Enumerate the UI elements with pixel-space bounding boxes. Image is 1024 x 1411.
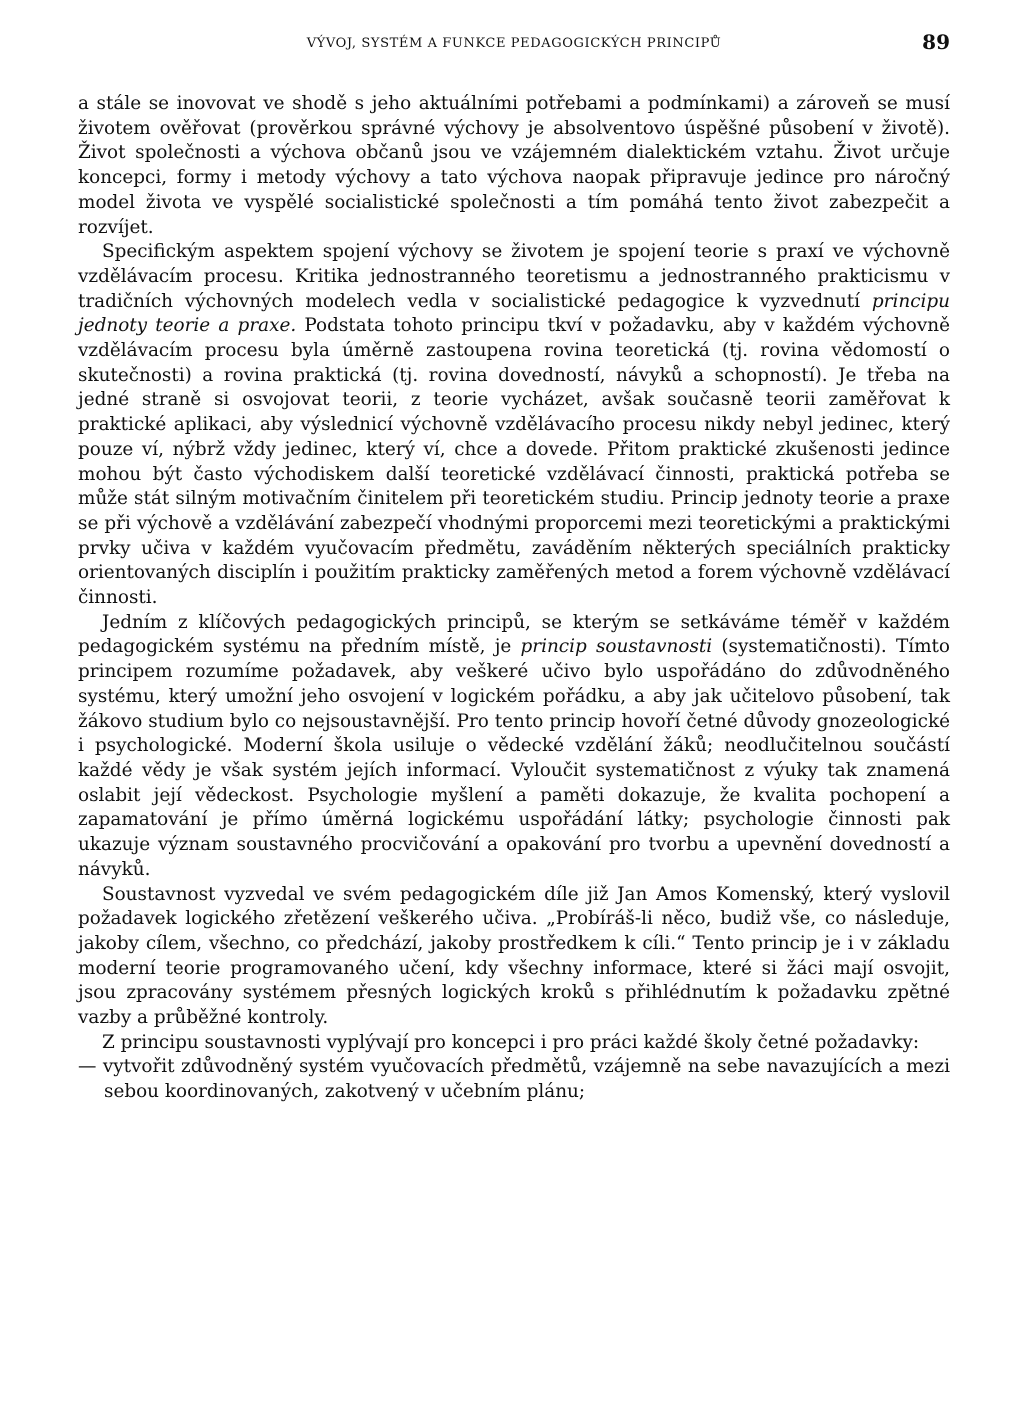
paragraph-2 [78,240,950,611]
paragraph-2-text-b: Podstata tohoto principu tkví v požadavku, aby v každém výchovně vzdělávacím procesu byla úměrně zastoupena rovina teoretická (tj. rovina vědomostí o skutečnosti) a rovina praktická (tj. rovina dovedností, návyků a schopností). Je třeba na jedné straně si osvojovat teorii, z teorie vycházet, avšak současně teorii zaměřovat k praktické aplikaci, aby výslednicí výchovně vzdělávacího procesu nikdy nebyl jedinec, který pouze ví, nýbrž vždy jedinec, který ví, chce a dovede. Přitom praktické zkušenosti jedince mohou být často východiskem další teoretické vzdělávací činnosti, praktická potřeba se může stát silným motivačním činitelem při teoretickém studiu. Princip jednoty teorie a praxe se při výchově a vzdělávání zabezpečí vhodnými proporcemi mezi teoretickými a praktickými prvky učiva v každém vyučovacím předmětu, zaváděním některých speciálních prakticky orientovaných disciplín i použitím prakticky zaměřených metod a forem výchovně vzdělávací činnosti. [78,315,951,609]
paragraph-2-emphasis: principu jednoty teorie a praxe. [78,290,950,337]
page-header [78,28,950,62]
paragraph-5-text: Z principu soustavnosti vyplývají pro koncepci i pro práci každé školy četné požadavky: [102,1031,920,1053]
book-page [78,28,950,1105]
running-title: VÝVOJ, SYSTÉM A FUNKCE PEDAGOGICKÝCH PRINCIPŮ [306,36,722,51]
paragraph-1 [78,92,950,240]
paragraph-3-text-a: Jedním z klíčových pedagogických principů, se kterým se setkáváme téměř v každém pedagogickém systému na předním místě, je [78,611,950,658]
paragraph-2-text-a: Specifickým aspektem spojení výchovy se životem je spojení teorie s praxí ve výchovně vzdělávacím procesu. Kritika jednostranného teoretismu a jednostranného prakticismu v tradičních výchovných modelech vedla v socialistické pedagogice k vyzvednutí [78,241,950,312]
list-item-text: — vytvořit zdůvodněný systém vyučovacích předmětů, vzájemně na sebe navazujících a mezi sebou koordinovaných, zakotvený v učebním plánu; [78,1056,950,1103]
paragraph-3-text-b: (systematičnosti). Tímto principem rozumíme požadavek, aby veškeré učivo bylo uspořádáno do zdůvodněného systému, který umožní jeho osvojení v logickém pořádku, a aby jak učitelovo působení, tak žákovo studium bylo co nejsoustavnější. Pro tento princip hovoří četné důvody gnozeologické i psychologické. Moderní škola usiluje o vědecké vzdělání žáků; neodlučitelnou součástí každé vědy je však systém jejích informací. Vyloučit systematičnost z výuky tak znamená oslabit její vědeckost. Psychologie myšlení a paměti dokazuje, že kvalita pochopení a zapamatování je přímo úměrná logickému uspořádání látky; psychologie činnosti pak ukazuje význam soustavného procvičování a opakování pro tvorbu a upevnění dovedností a návyků. [78,636,950,880]
paragraph-1-text: a stále se inovovat ve shodě s jeho aktuálními potřebami a podmínkami) a zároveň se musí životem ověřovat (prověrkou správné výchovy je absolventovo úspěšné působení v životě). Život společnosti a výchova občanů jsou ve vzájemném dialektickém vztahu. Život určuje koncepci, formy i metody výchovy a tato výchova naopak připravuje jedince pro náročný model života ve vyspělé socialistické společnosti a tím pomáhá tento život zabezpečit a rozvíjet. [78,93,950,238]
paragraph-4-text: Soustavnost vyzvedal ve svém pedagogickém díle již Jan Amos Komenský, který vyslovil požadavek logického zřetězení veškerého učiva. „Probíráš-li něco, budiž vše, co následuje, jakoby cílem, všechno, co předchází, jakoby prostředkem k cíli.“ Tento princip je i v základu moderní teorie programovaného učení, kdy všechny informace, které si žáci mají osvojit, jsou zpracovány systémem přesných logických kroků s přihlédnutím k požadavku zpětné vazby a průběžné kontroly. [78,883,950,1029]
paragraph-5 [78,1031,950,1056]
paragraph-4 [78,883,950,1031]
list-item [78,1055,950,1104]
page-number: 89 [922,30,950,54]
body-text [78,92,950,1105]
paragraph-3 [78,611,950,883]
paragraph-3-emphasis: princip soustavnosti [520,636,713,658]
